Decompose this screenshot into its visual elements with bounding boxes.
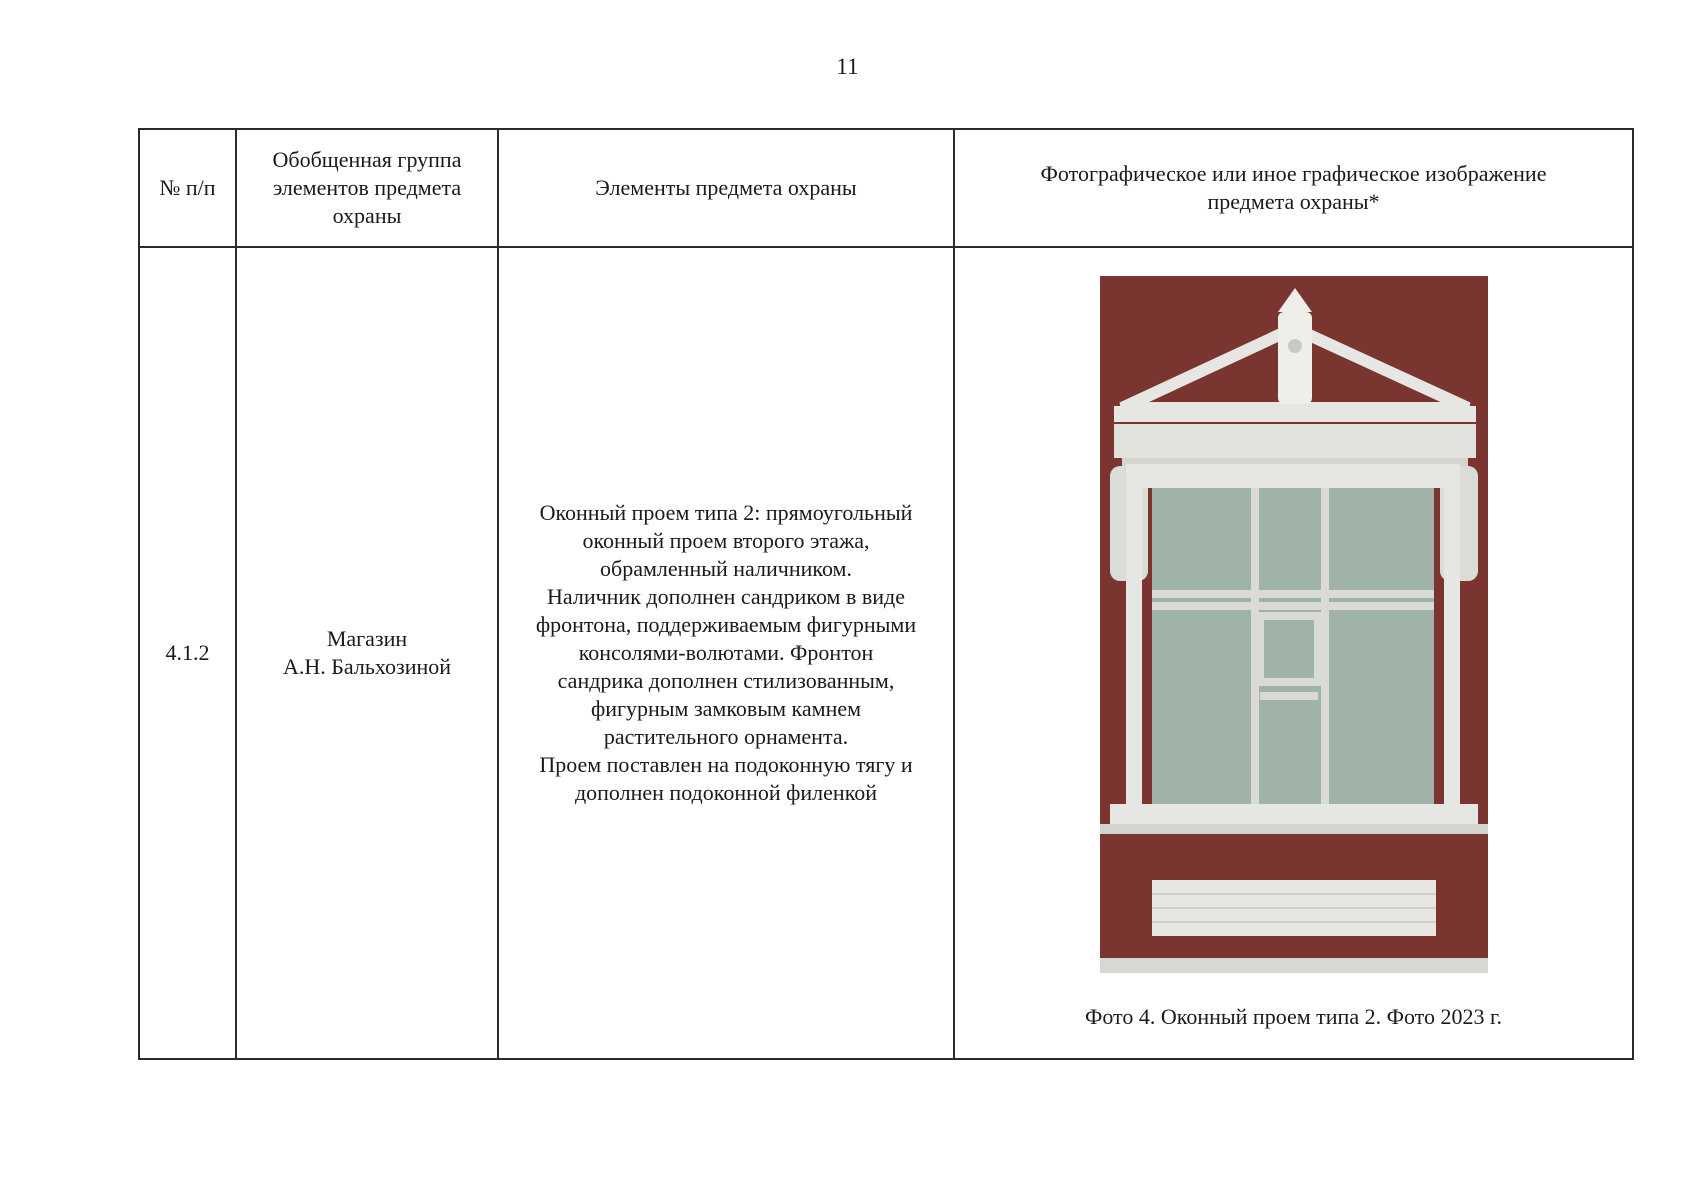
window-photo	[1100, 276, 1488, 973]
header-photo: Фотографическое или иное графическое изображение предмета охраны*	[954, 129, 1633, 247]
table-row	[139, 247, 1633, 1059]
page-number: 11	[836, 54, 859, 79]
keystone-ornament	[1278, 288, 1312, 404]
cornice-strip	[1100, 958, 1488, 973]
row-group: Магазин А.Н. Бальхозиной	[236, 247, 498, 1059]
window-sill	[1110, 804, 1478, 826]
header-group: Обобщенная группа элементов предмета охраны	[236, 129, 498, 247]
window-glass	[1152, 488, 1434, 806]
row-photo-cell	[954, 247, 1633, 1059]
heritage-table	[138, 128, 1634, 1060]
photo-caption: Фото 4. Оконный проем типа 2. Фото 2023 г.	[1084, 1004, 1503, 1029]
row-num: 4.1.2	[139, 247, 236, 1059]
window-illustration	[1100, 276, 1488, 973]
table-header-row	[139, 129, 1633, 247]
pediment-base	[1114, 406, 1476, 422]
entablature	[1114, 424, 1476, 458]
header-num: № п/п	[139, 129, 236, 247]
header-elements: Элементы предмета охраны	[498, 129, 954, 247]
row-elements-description: Оконный проем типа 2: прямоугольный оконный проем второго этажа, обрамленный наличником. Наличник дополнен сандриком в виде фронтона, поддерживаемым фигурными консолями-волютами. Фронтон сандрика дополнен стилизованным, фигурным замковым камнем растительного орнамента. Проем поставлен на подоконную тягу и дополнен подоконной филенкой	[498, 247, 954, 1059]
